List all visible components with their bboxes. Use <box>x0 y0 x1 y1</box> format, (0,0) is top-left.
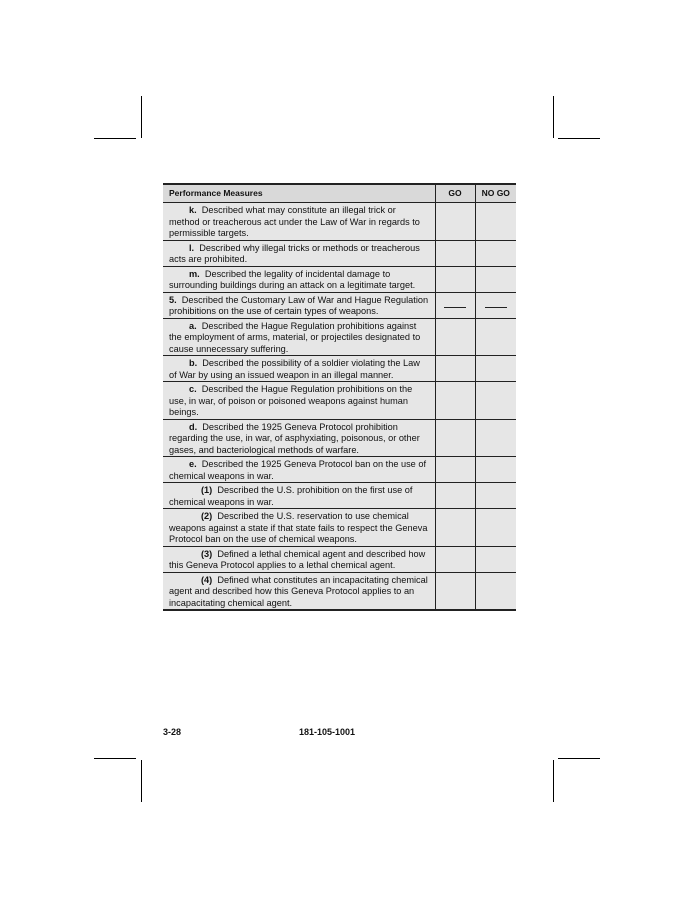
measure-cell <box>163 266 435 292</box>
table-row <box>163 483 516 509</box>
go-cell[interactable] <box>435 483 475 509</box>
table-row <box>163 457 516 483</box>
table-row <box>163 240 516 266</box>
measure-cell <box>163 419 435 457</box>
measure-cell <box>163 546 435 572</box>
crop-mark-top-right-horizontal <box>558 138 600 139</box>
measure-text: Described the U.S. reservation to use chemical weapons against a state if that state fails to respect the Geneva Protocol ban on the use of chemical weapons. <box>169 511 428 544</box>
measure-text: Defined what constitutes an incapacitating chemical agent and described how this Geneva Protocol applies to an incapacitating chemical agent. <box>169 574 428 608</box>
measure-cell <box>163 292 435 318</box>
no-go-cell[interactable] <box>475 240 516 266</box>
measure-label: d. <box>189 421 198 432</box>
no-go-cell[interactable] <box>475 356 516 382</box>
measure-label: (4) <box>201 574 213 585</box>
measure-label: 5. <box>169 294 177 305</box>
measure-label: e. <box>189 459 197 469</box>
no-go-cell[interactable] <box>475 382 516 420</box>
table-row <box>163 356 516 382</box>
measure-cell <box>163 572 435 610</box>
go-blank-line[interactable] <box>444 299 466 308</box>
measure-label: c. <box>189 384 197 394</box>
measure-cell <box>163 240 435 266</box>
table-row <box>163 292 516 318</box>
table-row <box>163 509 516 547</box>
table-body <box>163 203 516 611</box>
measure-cell <box>163 356 435 382</box>
measure-label: (3) <box>201 548 213 559</box>
go-cell[interactable] <box>435 419 475 457</box>
table-row <box>163 266 516 292</box>
measure-cell <box>163 382 435 420</box>
no-go-cell[interactable] <box>475 203 516 241</box>
measure-text: Described the U.S. prohibition on the first use of chemical weapons in war. <box>169 485 413 507</box>
no-go-cell[interactable] <box>475 572 516 610</box>
measure-label: (2) <box>201 511 213 521</box>
go-cell[interactable] <box>435 509 475 547</box>
header-performance-measures: Performance Measures <box>163 184 435 203</box>
go-cell[interactable] <box>435 457 475 483</box>
measure-text: Described the 1925 Geneva Protocol prohibition regarding the use, in war, of asphyxiating, poisonous, or other gases, and bacteriological methods of warfare. <box>169 421 420 455</box>
measure-cell <box>163 509 435 547</box>
measure-text: Defined a lethal chemical agent and described how this Geneva Protocol applies to a lethal chemical agent. <box>169 548 426 570</box>
go-cell[interactable] <box>435 572 475 610</box>
measure-text: Described the Hague Regulation prohibitions against the employment of arms, material, or projectiles designated to cause unnecessary suffering. <box>169 320 421 354</box>
header-no-go: NO GO <box>475 184 516 203</box>
measure-label: k. <box>189 205 197 215</box>
no-go-cell[interactable] <box>475 292 516 318</box>
go-cell[interactable] <box>435 356 475 382</box>
measure-text: Described why illegal tricks or methods or treacherous acts are prohibited. <box>169 242 420 264</box>
crop-mark-bottom-left-vertical <box>141 760 142 802</box>
go-cell[interactable] <box>435 266 475 292</box>
measure-text: Described the legality of incidental damage to surrounding buildings during an attack on a legitimate target. <box>169 268 416 290</box>
crop-mark-top-left-vertical <box>141 96 142 138</box>
measure-text: Described the Customary Law of War and Hague Regulation prohibitions on the use of certain types of weapons. <box>169 294 429 316</box>
no-go-cell[interactable] <box>475 266 516 292</box>
crop-mark-bottom-left-horizontal <box>94 758 136 759</box>
measure-label: b. <box>189 358 198 368</box>
measure-label: a. <box>189 320 197 331</box>
measure-text: Described the possibility of a soldier violating the Law of War by using an issued weapon in an illegal manner. <box>169 358 420 380</box>
go-cell[interactable] <box>435 318 475 356</box>
table-row <box>163 203 516 241</box>
header-go: GO <box>435 184 475 203</box>
measure-text: Described what may constitute an illegal trick or method or treacherous act under the Law of War in regards to permissible targets. <box>169 205 420 238</box>
go-cell[interactable] <box>435 240 475 266</box>
no-go-cell[interactable] <box>475 509 516 547</box>
table-row <box>163 419 516 457</box>
no-go-cell[interactable] <box>475 318 516 356</box>
measure-cell <box>163 483 435 509</box>
table-row <box>163 546 516 572</box>
crop-mark-top-right-vertical <box>553 96 554 138</box>
measure-cell <box>163 457 435 483</box>
measure-label: m. <box>189 268 200 279</box>
no-go-cell[interactable] <box>475 419 516 457</box>
measure-label: (1) <box>201 485 213 495</box>
measure-text: Described the 1925 Geneva Protocol ban on the use of chemical weapons in war. <box>169 459 427 481</box>
document-number: 181-105-1001 <box>299 727 356 737</box>
performance-measures-table <box>163 183 516 611</box>
go-cell[interactable] <box>435 382 475 420</box>
crop-mark-top-left-horizontal <box>94 138 136 139</box>
no-go-cell[interactable] <box>475 483 516 509</box>
go-cell[interactable] <box>435 546 475 572</box>
measure-label: l. <box>189 242 195 253</box>
crop-mark-bottom-right-vertical <box>553 760 554 802</box>
no-go-cell[interactable] <box>475 457 516 483</box>
table-header-row <box>163 184 516 203</box>
table-row <box>163 382 516 420</box>
go-cell[interactable] <box>435 292 475 318</box>
page-number: 3-28 <box>163 727 182 737</box>
table-row <box>163 572 516 610</box>
measure-cell <box>163 203 435 241</box>
crop-mark-bottom-right-horizontal <box>558 758 600 759</box>
measure-cell <box>163 318 435 356</box>
table-row <box>163 318 516 356</box>
no-go-blank-line[interactable] <box>485 299 507 308</box>
measure-text: Described the Hague Regulation prohibitions on the use, in war, of poison or poisoned weapons against human beings. <box>169 384 413 417</box>
no-go-cell[interactable] <box>475 546 516 572</box>
go-cell[interactable] <box>435 203 475 241</box>
